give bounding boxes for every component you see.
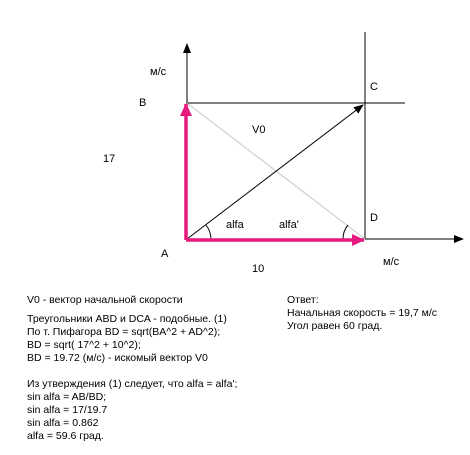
angle-alfa-label: alfa	[226, 219, 244, 231]
point-a-label: A	[161, 248, 169, 260]
notes-line: sin alfa = 0.862	[27, 417, 99, 429]
notes-line: По т. Пифагора BD = sqrt(BA^2 + AD^2);	[27, 326, 221, 338]
angle-arc-alfa	[206, 225, 211, 239]
side-ad-length: 10	[252, 263, 265, 275]
notes-line: BD = sqrt( 17^2 + 10^2);	[27, 339, 141, 351]
notes-line: BD = 19.72 (м/с) - искомый вектор V0	[27, 352, 208, 364]
vector-v0	[187, 105, 363, 239]
notes-line: sin alfa = AB/BD;	[27, 391, 107, 403]
point-d-label: D	[370, 212, 378, 224]
y-axis-unit: м/с	[150, 66, 167, 78]
notes-title: V0 - вектор начальной скорости	[27, 294, 183, 306]
side-ab-length: 17	[103, 153, 116, 165]
angle-arc-alfa-prime	[343, 225, 348, 239]
answer-line: Начальная скорость = 19,7 м/с	[287, 307, 438, 319]
angle-alfa-prime-label: alfa'	[279, 219, 299, 231]
answer-title: Ответ:	[287, 294, 319, 306]
vector-v0-label: V0	[252, 124, 266, 136]
point-b-label: B	[139, 97, 147, 109]
x-axis-unit: м/с	[383, 256, 400, 268]
point-c-label: C	[370, 81, 378, 93]
notes-line: sin alfa = 17/19.7	[27, 404, 108, 416]
notes-line: alfa = 59.6 град.	[27, 430, 104, 442]
answer-block	[287, 294, 437, 333]
notes-line: Из утверждения (1) следует, что alfa = alfa';	[27, 378, 238, 390]
solution-notes	[27, 294, 237, 443]
answer-line: Угол равен 60 град.	[287, 320, 383, 332]
notes-line: Треугольники ABD и DCA - подобные. (1)	[27, 313, 227, 325]
